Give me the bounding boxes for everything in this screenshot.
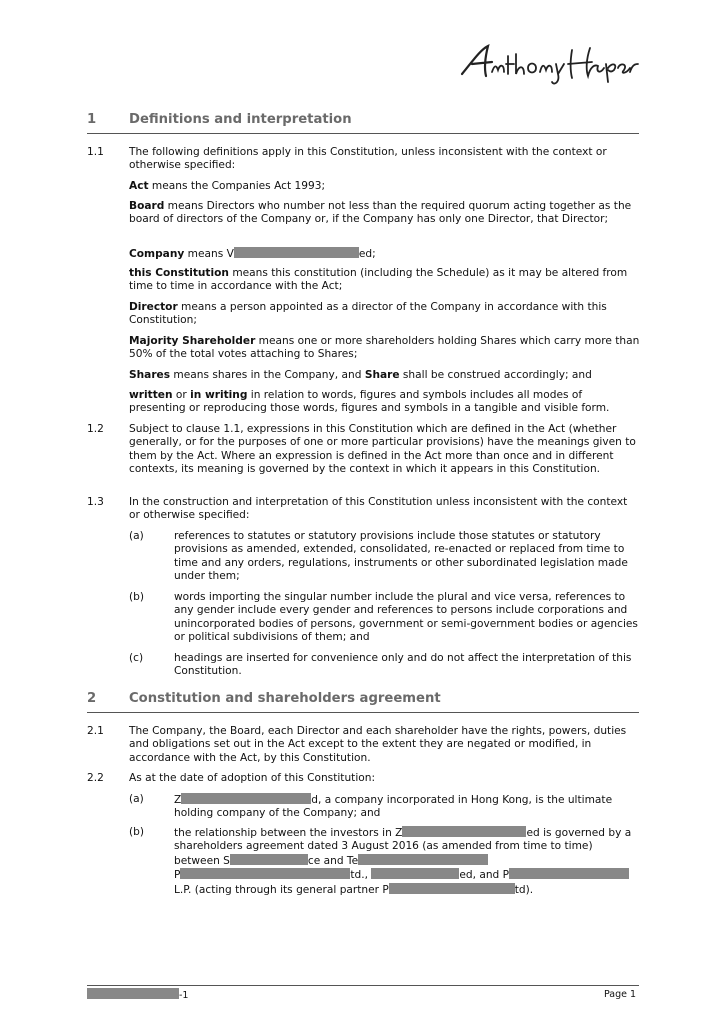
footer-reference-suffix: -1 [179,990,189,1001]
definition-majority-shareholder [129,335,641,362]
defined-term: Company [129,248,185,260]
item-text [174,793,640,821]
redaction-block [389,883,515,894]
redaction-block [181,793,311,804]
item-text-part: shareholders agreement dated 3 August 2016 (as amended from time to time) [174,840,593,853]
defined-term: this Constitution [129,267,229,279]
redaction-block [371,868,459,879]
clause-2-1-text: The Company, the Board, each Director and each shareholder have the rights, powers, duties and obligations set out in the Act except to the extent they are negated or modified, in accordance with the Act, by this Constitution. [129,725,627,764]
redaction-block [402,826,526,837]
definition-text: in relation to words, figures and symbols includes all modes of presenting or reproducing those words, figures and symbols in a tangible and visible form. [129,389,610,415]
clause-2-2-text: As at the date of adoption of this Constitution: [129,772,376,784]
clause-number: 1.2 [87,423,104,435]
redaction-block [509,868,629,879]
clause-number: 2.1 [87,725,104,737]
item-text-part: L.P. (acting through its general partner P [174,883,389,896]
defined-term: in writing [190,389,248,401]
redaction-block [87,988,179,999]
item-text-part: Z [174,794,182,806]
redaction-block [180,868,350,879]
definition-text: means Directors who number not less than the required quorum acting together as the board of directors of the Company or, if the Company has only one Director, that Director; [129,200,632,226]
footer-reference [87,988,188,1002]
section-2-heading [87,692,639,713]
definition-director [129,301,641,328]
anthony-harper-logo [458,42,640,86]
item-text-part: td). [514,883,534,896]
defined-term: written [129,389,173,401]
item-text-part: P [174,869,181,882]
clause-1-1-intro: The following definitions apply in this Constitution, unless inconsistent with the context or otherwise specified: [129,146,607,172]
clause-number: 2.2 [87,772,104,784]
clause-number: 1.1 [87,146,104,158]
redaction-block [358,854,488,865]
section-title: Constitution and shareholders agreement [129,691,441,706]
item-text-part: d, a company incorporated in Hong Kong, is the ultimate holding company of the Company; and [174,794,613,820]
item-text-part: between S [174,854,230,867]
definition-text: or [172,389,191,401]
item-text-part: ce and Te [307,854,359,867]
item-text [174,826,640,897]
item-text-part: ed is governed by a [526,827,632,839]
redaction-block [230,854,308,865]
clause-1-3-text: In the construction and interpretation of this Constitution unless inconsistent with the context or otherwise specified: [129,496,628,522]
defined-term: Majority Shareholder [129,335,256,347]
defined-term: Act [129,180,149,192]
definition-text: means one or more shareholders holding Shares which carry more than 50% of the total votes attaching to Shares; [129,335,640,361]
definition-company [129,247,641,261]
item-label: (c) [129,652,144,664]
defined-term: Board [129,200,165,212]
item-text-part: the relationship between the investors in Z [174,827,403,839]
section-number: 1 [87,112,97,127]
definition-text: means a person appointed as a director of the Company in accordance with this Constitution; [129,301,607,327]
definition-text: means shares in the Company, and [170,369,365,381]
defined-term: Share [364,369,400,381]
item-text-part: td., [350,869,372,882]
item-label: (b) [129,591,144,603]
item-label: (b) [129,826,144,838]
item-text: words importing the singular number include the plural and vice versa, references to any gender include every gender and references to persons include corporations and unincorporated bodies of persons, government or semi-government bodies or agencies or political subdivisions of them; and [174,591,638,644]
definition-act [129,180,641,193]
section-title: Definitions and interpretation [129,112,352,127]
definition-text: means V [184,248,234,260]
item-text: headings are inserted for convenience only and do not affect the interpretation of this Constitution. [174,652,632,678]
item-text-part: ed, and P [459,869,510,882]
item-label: (a) [129,793,144,805]
item-text: references to statutes or statutory provisions include those statutes or statutory provisions as amended, extended, consolidated, re-enacted or replaced from time to time and any orders, regulations, instruments or other subordinated legislation made under them; [174,530,628,583]
definition-board [129,200,641,227]
definition-text: shall be construed accordingly; and [399,369,592,381]
definition-text: means this constitution (including the Schedule) as it may be altered from time to time in accordance with the Act; [129,267,628,293]
definition-text: ed; [358,248,376,260]
footer-divider [87,985,639,986]
section-1-heading [87,113,639,134]
definition-written [129,389,641,416]
redaction-block [234,247,359,258]
definition-this-constitution [129,267,641,294]
definition-text: means the Companies Act 1993; [148,180,326,192]
defined-term: Shares [129,369,171,381]
definition-shares [129,369,641,382]
clause-1-2-text: Subject to clause 1.1, expressions in this Constitution which are defined in the Act (whether generally, or for the purposes of one or more particular provisions) have the meanings given to them by the Act. Where an expression is defined in the Act more than once and in different contexts, its meaning is governed by the context in which it appears in this Constitution. [129,423,636,476]
section-number: 2 [87,691,97,706]
item-label: (a) [129,530,144,542]
clause-number: 1.3 [87,496,104,508]
page-number: Page 1 [604,989,637,1000]
defined-term: Director [129,301,178,313]
